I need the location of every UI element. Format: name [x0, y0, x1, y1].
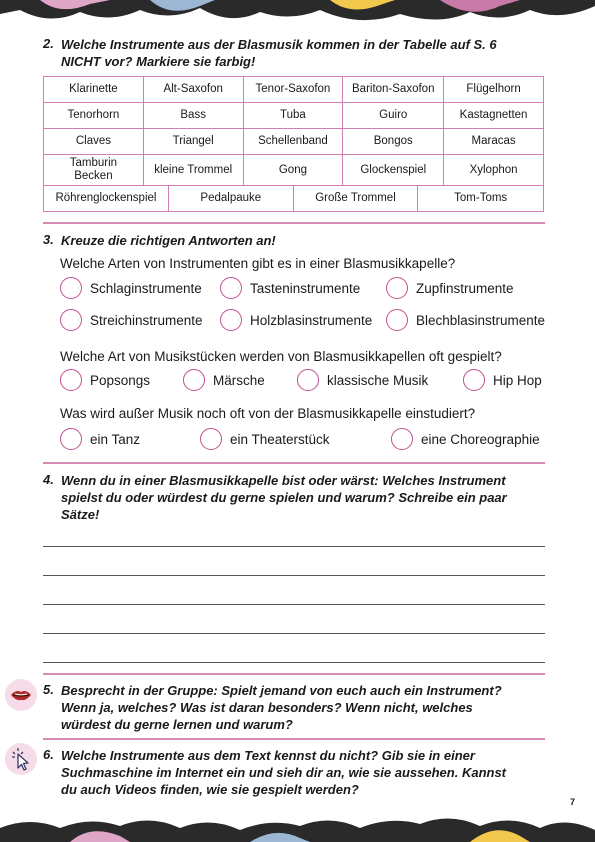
q2-text-line-2: NICHT vor? Markiere sie farbig!	[61, 54, 256, 69]
table-cell[interactable]: Kastagnetten	[444, 103, 544, 129]
checkbox-circle[interactable]	[60, 369, 82, 391]
cursor-click-icon	[5, 743, 37, 775]
option-label: Streichinstrumente	[90, 312, 203, 328]
table-cell[interactable]: Bass	[143, 103, 243, 129]
q3-option[interactable]	[297, 369, 428, 391]
q3-option[interactable]	[463, 369, 542, 391]
q4-text-line-2: spielst du oder würdest du gerne spielen und warum? Schreibe ein paar	[61, 490, 507, 505]
table-cell[interactable]: Tamburin Becken	[44, 155, 144, 186]
q3-option[interactable]	[60, 369, 150, 391]
bottom-decoration	[0, 812, 595, 842]
table-cell[interactable]: Tenorhorn	[44, 103, 144, 129]
q6-text-line-1: Welche Instrumente aus dem Text kennst du nicht? Gib sie in einer	[61, 748, 475, 763]
q6-text-line-3: du auch Videos finden, wie sie gespielt werden?	[61, 782, 359, 797]
q5-text-line-2: Wenn ja, welches? Was ist daran besonders? Wenn nicht, welches	[61, 700, 473, 715]
q3-option[interactable]	[60, 309, 203, 331]
q3-number: 3.	[43, 232, 54, 247]
option-label: eine Choreographie	[421, 431, 540, 447]
q4-text-line-3: Sätze!	[61, 507, 100, 522]
writing-line[interactable]	[43, 604, 545, 605]
option-label: Blechblasinstrumente	[416, 312, 546, 328]
separator	[43, 673, 545, 675]
option-label: ein Theaterstück	[230, 431, 330, 447]
table-cell[interactable]: Xylophon	[444, 155, 544, 186]
q2-number: 2.	[43, 36, 54, 51]
q4-number: 4.	[43, 472, 54, 487]
checkbox-circle[interactable]	[297, 369, 319, 391]
q3-option[interactable]	[200, 428, 330, 450]
q3-option[interactable]	[220, 277, 360, 299]
page-number: 7	[570, 797, 576, 807]
q5-text-line-3: würdest du gerne lernen und warum?	[61, 717, 293, 732]
writing-line[interactable]	[43, 575, 545, 576]
q3-option[interactable]	[386, 309, 545, 331]
checkbox-circle[interactable]	[60, 277, 82, 299]
checkbox-circle[interactable]	[60, 428, 82, 450]
q3-option[interactable]	[60, 428, 140, 450]
table-cell[interactable]: Alt-Saxofon	[143, 77, 243, 103]
writing-line[interactable]	[43, 662, 545, 663]
table-cell[interactable]: Guiro	[343, 103, 444, 129]
option-label: Märsche	[213, 372, 265, 388]
option-label: Popsongs	[90, 372, 151, 388]
option-label: Tasteninstrumente	[250, 280, 361, 296]
q3-option[interactable]	[183, 369, 265, 391]
q5-text	[61, 682, 502, 733]
option-label: Schlaginstrumente	[90, 280, 202, 296]
checkbox-circle[interactable]	[463, 369, 485, 391]
option-label: Holzblasinstrumente	[250, 312, 373, 328]
checkbox-circle[interactable]	[220, 277, 242, 299]
q6-text	[61, 747, 506, 798]
separator	[43, 222, 545, 224]
q2-text	[61, 36, 497, 70]
table-cell[interactable]: Maracas	[444, 129, 544, 155]
table-cell[interactable]: Tom-Toms	[418, 186, 544, 212]
q3-subquestion-3: Was wird außer Musik noch oft von der Blasmusikkapelle einstudiert?	[60, 406, 476, 421]
q4-text	[61, 472, 507, 523]
table-cell[interactable]: Bariton-Saxofon	[343, 77, 444, 103]
option-label: ein Tanz	[90, 431, 141, 447]
table-cell[interactable]: Große Trommel	[293, 186, 418, 212]
q3-option[interactable]	[391, 428, 540, 450]
instrument-table	[43, 76, 544, 186]
checkbox-circle[interactable]	[220, 309, 242, 331]
table-cell[interactable]: Gong	[243, 155, 343, 186]
checkbox-circle[interactable]	[60, 309, 82, 331]
table-cell[interactable]: Tenor-Saxofon	[243, 77, 343, 103]
q6-number: 6.	[43, 747, 54, 762]
q3-option[interactable]	[220, 309, 372, 331]
table-cell[interactable]: Flügelhorn	[444, 77, 544, 103]
table-cell[interactable]: Schellenband	[243, 129, 343, 155]
separator	[43, 738, 545, 740]
q6-text-line-2: Suchmaschine im Internet ein und sieh dir an, wie sie aussehen. Kannst	[61, 765, 507, 780]
q3-text: Kreuze die richtigen Antworten an!	[61, 233, 276, 248]
q3-option[interactable]	[386, 277, 514, 299]
table-cell[interactable]: Klarinette	[44, 77, 144, 103]
checkbox-circle[interactable]	[183, 369, 205, 391]
writing-line[interactable]	[43, 546, 545, 547]
checkbox-circle[interactable]	[386, 309, 408, 331]
top-decoration	[0, 0, 595, 30]
table-cell[interactable]: Röhrenglockenspiel	[44, 186, 169, 212]
mouth-icon	[5, 679, 37, 711]
table-cell[interactable]: Tuba	[243, 103, 343, 129]
table-cell[interactable]: kleine Trommel	[143, 155, 243, 186]
option-label: Zupfinstrumente	[416, 280, 514, 296]
checkbox-circle[interactable]	[386, 277, 408, 299]
q5-number: 5.	[43, 682, 54, 697]
q3-subquestion-1: Welche Arten von Instrumenten gibt es in einer Blasmusikkapelle?	[60, 256, 456, 271]
table-cell[interactable]: Claves	[44, 129, 144, 155]
q2-text-line-1: Welche Instrumente aus der Blasmusik kommen in der Tabelle auf S. 6	[61, 37, 497, 52]
q4-text-line-1: Wenn du in einer Blasmusikkapelle bist oder wärst: Welches Instrument	[61, 473, 506, 488]
table-cell[interactable]: Triangel	[143, 129, 243, 155]
option-label: Hip Hop	[493, 372, 542, 388]
q3-subquestion-2: Welche Art von Musikstücken werden von Blasmusikkapellen oft gespielt?	[60, 349, 502, 364]
q3-option[interactable]	[60, 277, 202, 299]
table-cell[interactable]: Pedalpauke	[168, 186, 293, 212]
checkbox-circle[interactable]	[391, 428, 413, 450]
option-label: klassische Musik	[327, 372, 429, 388]
separator	[43, 462, 545, 464]
table-cell[interactable]: Bongos	[343, 129, 444, 155]
checkbox-circle[interactable]	[200, 428, 222, 450]
instrument-table-last-row	[43, 185, 544, 212]
table-cell[interactable]: Glockenspiel	[343, 155, 444, 186]
writing-line[interactable]	[43, 633, 545, 634]
q5-text-line-1: Besprecht in der Gruppe: Spielt jemand von euch auch ein Instrument?	[61, 683, 502, 698]
